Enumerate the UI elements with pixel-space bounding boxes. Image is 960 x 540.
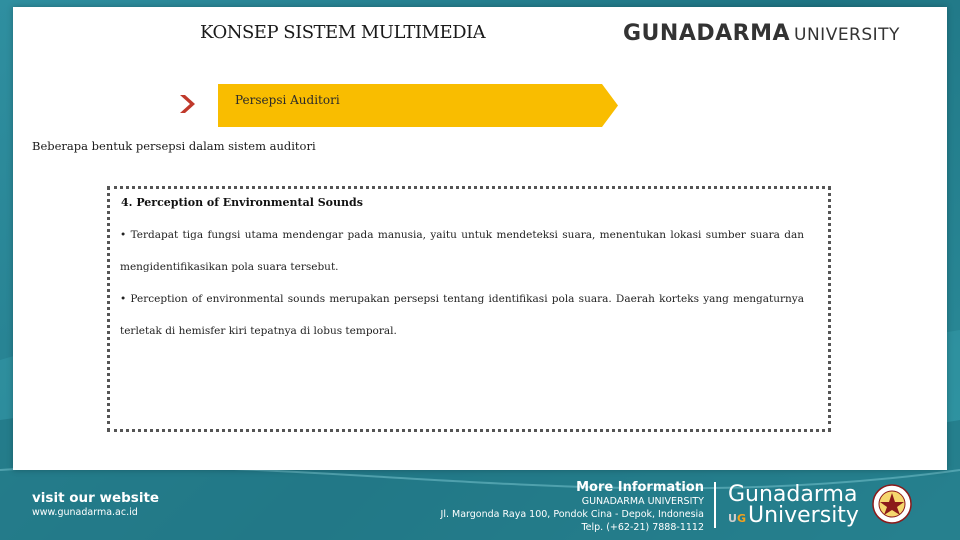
slide-title: KONSEP SISTEM MULTIMEDIA: [200, 22, 486, 43]
ug-mark: [728, 512, 746, 525]
gunadarma-logo: [623, 21, 900, 46]
box-heading: 4. Perception of Environmental Sounds: [121, 196, 363, 209]
brand-line2-wrap: [728, 505, 859, 529]
chevron-right-icon: [178, 93, 198, 115]
brand-line2: University: [747, 503, 859, 528]
intro-text: Beberapa bentuk persepsi dalam sistem auditori: [32, 139, 316, 153]
website-block: [32, 490, 159, 518]
address: Jl. Margonda Raya 100, Pondok Cina - Depok, Indonesia: [440, 509, 704, 520]
brand-line1: Gunadarma: [728, 482, 858, 507]
ug-g: G: [736, 512, 746, 525]
logo-bold: GUNADARMA: [623, 21, 791, 46]
contact-info: [441, 480, 704, 534]
phone: Telp. (+62-21) 7888-1112: [581, 522, 704, 533]
paragraph-1: • Terdapat tiga fungsi utama mendengar pada manusia, yaitu untuk mendeteksi suara, menentukan lokasi sumber suara dan mengidentifikasikan pola suara tersebut.: [120, 229, 804, 273]
logo-thin: UNIVERSITY: [794, 25, 900, 45]
more-info-heading: More Information: [576, 480, 704, 495]
section-label: Persepsi Auditori: [235, 93, 340, 107]
university-name: GUNADARMA UNIVERSITY: [581, 496, 704, 507]
ug-u: U: [728, 512, 737, 525]
visit-label: visit our website: [32, 490, 160, 506]
website-link[interactable]: www.gunadarma.ac.id: [32, 507, 138, 518]
paragraph-2: • Perception of environmental sounds merupakan persepsi tentang identifikasi pola suara. Daerah korteks yang mengaturnya terletak di hemisfer kiri tepatnya di lobus temporal.: [120, 293, 804, 337]
university-seal-icon: [872, 484, 912, 524]
footer-divider: [714, 482, 716, 528]
brand-wordmark: [728, 484, 859, 529]
